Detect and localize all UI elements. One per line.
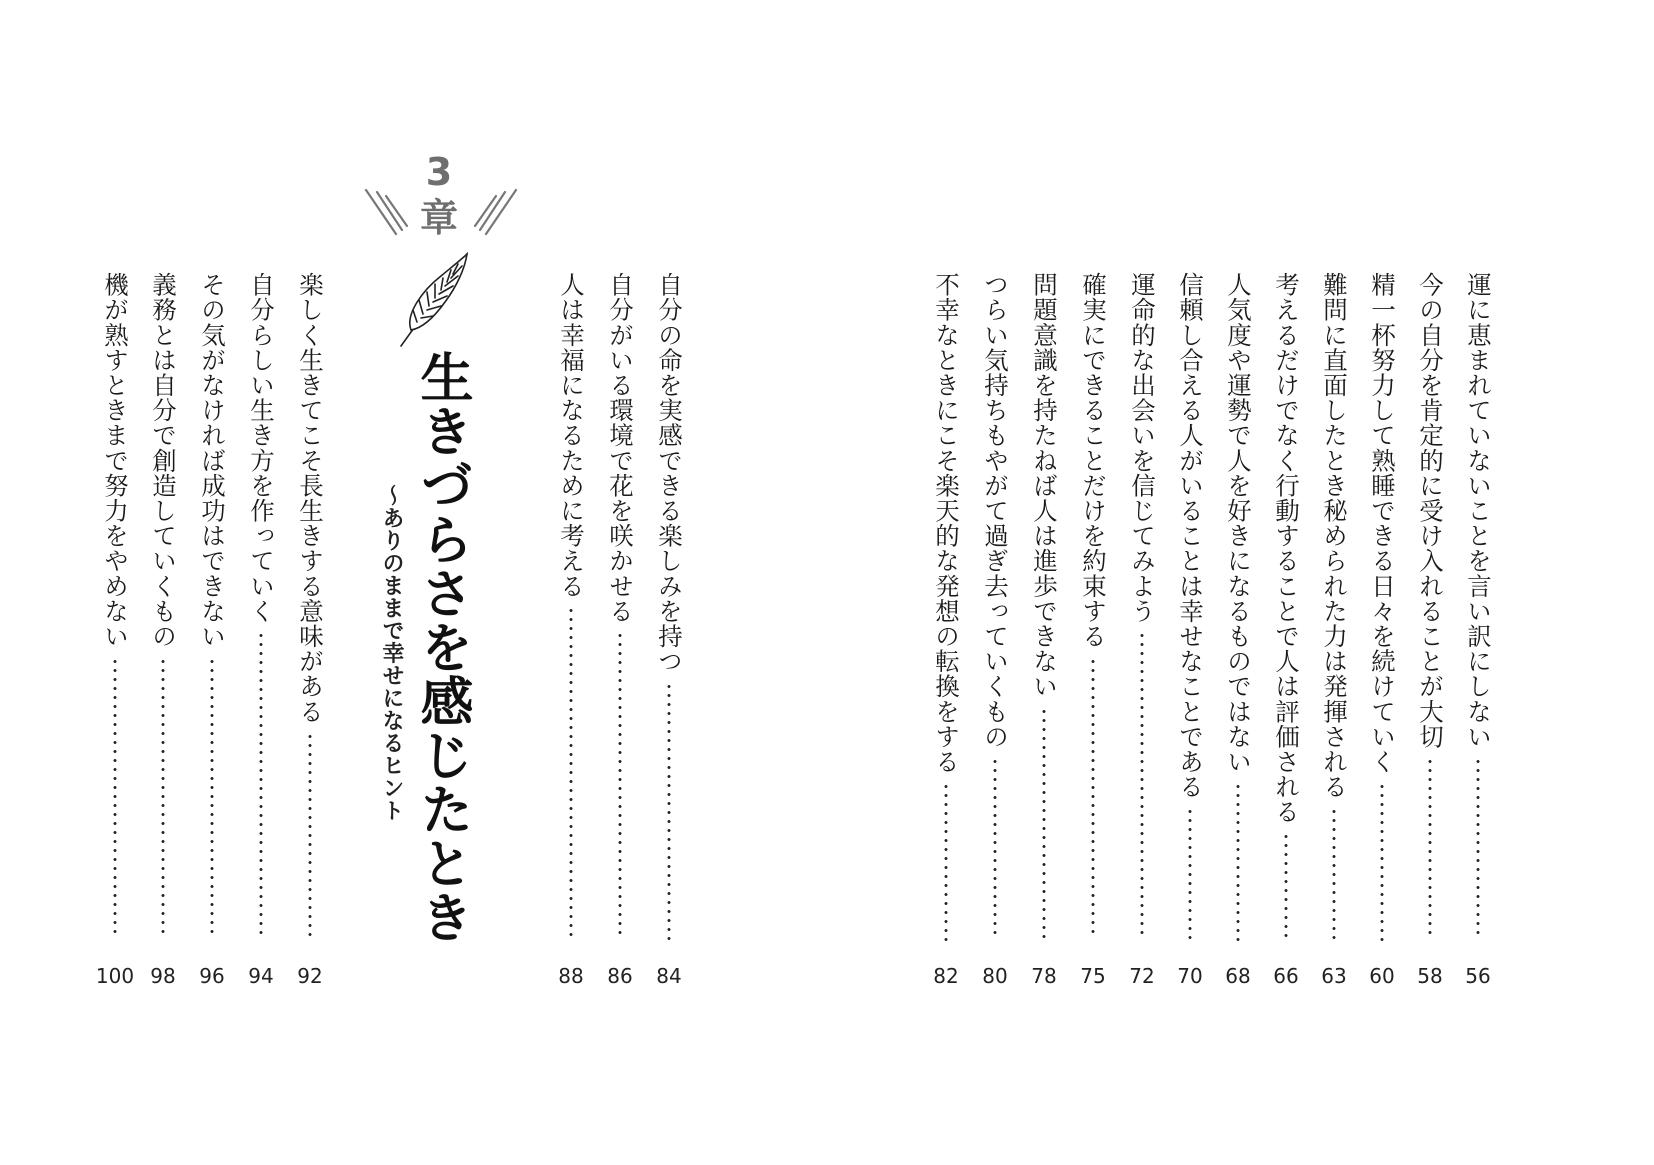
leader-dots — [161, 657, 165, 936]
chapter-label: 章 — [419, 196, 458, 240]
leader-dots — [1236, 782, 1240, 944]
toc-entry[interactable] — [602, 272, 638, 988]
toc-entry[interactable] — [1172, 272, 1208, 988]
leader-dots — [1428, 757, 1432, 937]
leader-dots — [1188, 807, 1192, 942]
toc-entry-page: 96 — [199, 964, 225, 988]
toc-entry-page: 88 — [558, 964, 584, 988]
toc-entry[interactable] — [194, 272, 230, 988]
toc-entry[interactable] — [243, 272, 279, 988]
toc-entry-page: 75 — [1080, 964, 1106, 988]
toc-entry[interactable] — [553, 272, 589, 988]
toc-entry-title: 信頼し合える人がいることは幸せなことである — [1176, 272, 1205, 800]
toc-entry-title: 運に恵まれていないことを言い訳にしない — [1464, 272, 1493, 749]
toc-entry[interactable] — [1268, 272, 1304, 988]
leader-dots — [113, 657, 117, 936]
leader-dots — [667, 682, 671, 943]
toc-entry-title: 難問に直面したとき秘められた力は発揮される — [1320, 272, 1349, 800]
leader-dots — [944, 782, 948, 944]
toc-entry-title: つらい気持ちもやがて過ぎ去っていくもの — [981, 272, 1010, 749]
toc-entry[interactable] — [1460, 272, 1496, 988]
toc-entry-page: 100 — [95, 964, 135, 988]
leader-dots — [1284, 832, 1288, 940]
leader-dots — [1332, 807, 1336, 942]
feather-icon — [395, 250, 475, 350]
toc-entry-page: 68 — [1225, 964, 1251, 988]
toc-entry-title: 楽しく生きてこそ長生きする意味がある — [296, 272, 325, 724]
toc-entry-page: 98 — [150, 964, 176, 988]
toc-entry[interactable] — [292, 272, 328, 988]
toc-entry[interactable] — [97, 272, 133, 988]
toc-entry[interactable] — [1220, 272, 1256, 988]
toc-entry[interactable] — [977, 272, 1013, 988]
leader-dots — [308, 732, 312, 939]
toc-entry-title: 運命的な出会いを信じてみよう — [1128, 272, 1157, 624]
toc-entry-title: 確実にできることだけを約束する — [1079, 272, 1108, 649]
toc-entry-page: 60 — [1369, 964, 1395, 988]
leader-dots — [1380, 782, 1384, 944]
toc-entry-title: 自分がいる環境で花を咲かせる — [606, 272, 635, 624]
toc-entry-title: 不幸なときにこそ楽天的な発想の転換をする — [932, 272, 961, 774]
toc-entry-title: 自分らしい生き方を作っていく — [247, 272, 276, 624]
toc-entry-page: 66 — [1273, 964, 1299, 988]
toc-entry[interactable] — [1124, 272, 1160, 988]
leader-dots — [1091, 657, 1095, 936]
toc-entry-page: 78 — [1031, 964, 1057, 988]
toc-entry[interactable] — [1316, 272, 1352, 988]
leader-dots — [1140, 631, 1144, 937]
leader-dots — [210, 657, 214, 936]
toc-entry-page: 63 — [1321, 964, 1347, 988]
toc-entry-title: その気がなければ成功はできない — [198, 272, 227, 649]
toc-entry[interactable] — [1026, 272, 1062, 988]
toc-entry-page: 86 — [607, 964, 633, 988]
toc-entry-title: 考えるだけでなく行動することで人は評価される — [1272, 272, 1301, 825]
toc-entry-page: 94 — [248, 964, 274, 988]
toc-entry[interactable] — [651, 272, 687, 988]
leader-dots — [1042, 707, 1046, 941]
chapter-subtitle: 〜ありのままで幸せになるヒント — [379, 484, 404, 822]
toc-entry[interactable] — [928, 272, 964, 988]
toc-entry[interactable] — [1075, 272, 1111, 988]
toc-entry-title: 機が熟すときまで努力をやめない — [101, 272, 130, 649]
toc-entry[interactable] — [1412, 272, 1448, 988]
toc-entry-title: 義務とは自分で創造していくもの — [149, 272, 178, 649]
toc-entry-page: 92 — [297, 964, 323, 988]
toc-entry-page: 56 — [1465, 964, 1491, 988]
chapter-number: 3 — [425, 150, 453, 194]
toc-entry-title: 人は幸福になるために考える — [557, 272, 586, 599]
toc-entry-title: 今の自分を肯定的に受け入れることが大切 — [1416, 272, 1445, 749]
leader-dots — [259, 631, 263, 937]
toc-entry-title: 精一杯努力して熟睡できる日々を続けていく — [1368, 272, 1397, 774]
toc-entry-page: 72 — [1129, 964, 1155, 988]
leader-dots — [993, 757, 997, 937]
toc-entry-page: 84 — [656, 964, 682, 988]
leader-dots — [618, 631, 622, 937]
toc-entry[interactable] — [1364, 272, 1400, 988]
leader-dots — [1476, 757, 1480, 937]
toc-entry-title: 問題意識を持たねば人は進歩できない — [1030, 272, 1059, 699]
toc-entry-page: 80 — [982, 964, 1008, 988]
toc-entry-page: 58 — [1417, 964, 1443, 988]
chapter-title: 生きづらさを感じたとき — [412, 350, 473, 944]
toc-entry[interactable] — [145, 272, 181, 988]
toc-entry-title: 人気度や運勢で人を好きになるものではない — [1224, 272, 1253, 774]
toc-entry-page: 70 — [1177, 964, 1203, 988]
toc-entry-page: 82 — [933, 964, 959, 988]
toc-entry-title: 自分の命を実感できる楽しみを持つ — [655, 272, 684, 674]
leader-dots — [569, 606, 573, 939]
